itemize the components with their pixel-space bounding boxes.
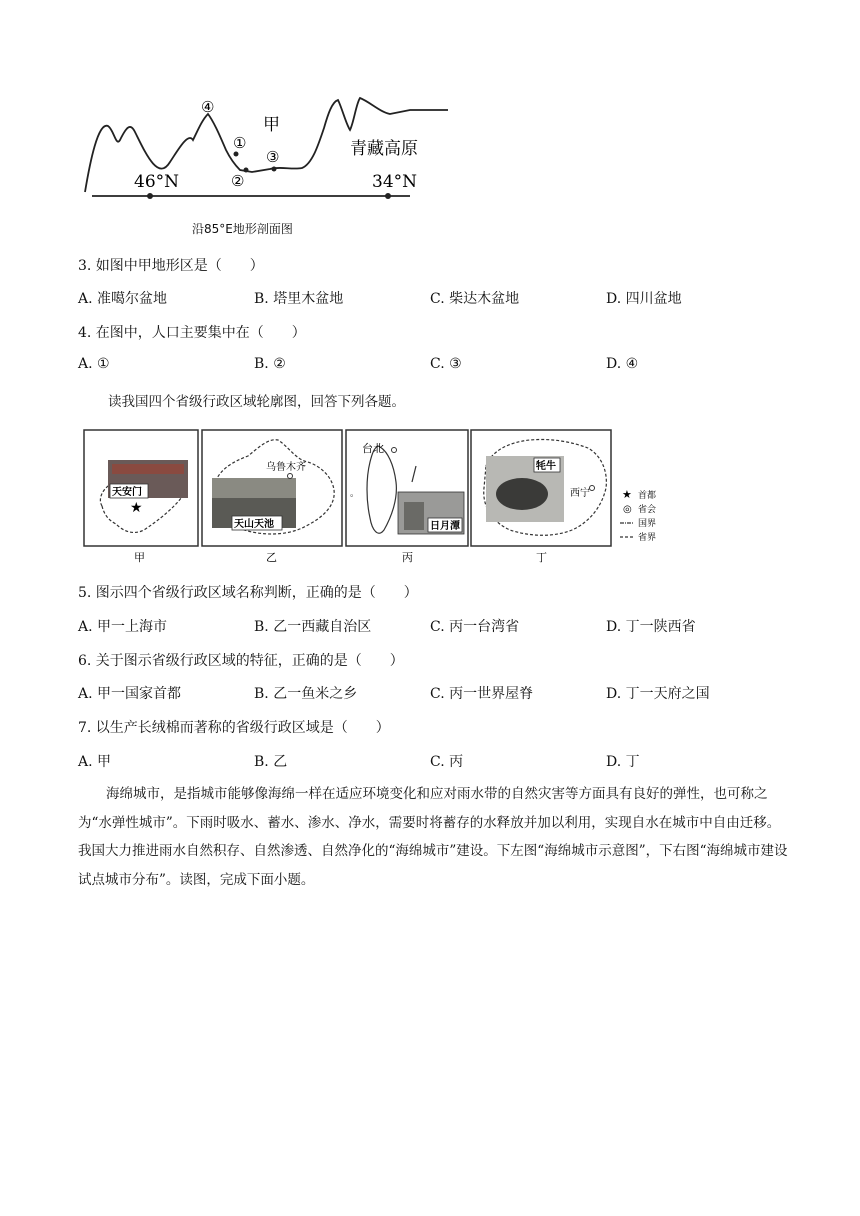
q3-option-a[interactable]: A. 准噶尔盆地 (78, 291, 168, 307)
question-5-stem: 5. 图示四个省级行政区域名称判断，正确的是（ ） (78, 585, 418, 601)
yi-city-label: 乌鲁木齐 (266, 462, 306, 473)
label-plateau: 青藏高原 (350, 139, 418, 159)
lat-left-label: 46°N (134, 172, 180, 192)
q5-option-d[interactable]: D. 丁一陕西省 (606, 619, 696, 635)
q5-option-a[interactable]: A. 甲一上海市 (78, 619, 168, 635)
lat-right-label: 34°N (372, 172, 418, 192)
question-4-stem: 4. 在图中，人口主要集中在（ ） (78, 325, 306, 341)
marker-2: ② (231, 172, 245, 190)
legend-provincial-border: 省界 (638, 533, 657, 543)
jia-capital-star: ★ (130, 500, 143, 516)
marker-1: ① (233, 134, 247, 152)
q6-option-a[interactable]: A. 甲一国家首都 (78, 686, 182, 702)
q5-option-b[interactable]: B. 乙一西藏自治区 (254, 619, 372, 635)
q4-option-a[interactable]: A. ① (78, 356, 110, 372)
q3-option-b[interactable]: B. 塔里木盆地 (254, 291, 344, 307)
q3-option-d[interactable]: D. 四川盆地 (606, 291, 682, 307)
q7-option-b[interactable]: B. 乙 (254, 754, 288, 770)
profile-caption: 沿85°E地形剖面图 (192, 222, 293, 236)
q7-option-a[interactable]: A. 甲 (78, 754, 112, 770)
q4-option-d[interactable]: D. ④ (606, 356, 639, 372)
lat-46-dot (147, 193, 153, 199)
q7-option-c[interactable]: C. 丙 (430, 754, 464, 770)
lat-34-dot (385, 193, 391, 199)
bing-mark-1: 。 (350, 489, 360, 499)
label-jia: 甲 (263, 115, 280, 135)
terrain-profile-figure (80, 92, 460, 212)
q3-option-c[interactable]: C. 柴达木盆地 (430, 291, 520, 307)
legend-national-border: 国界 (638, 519, 657, 529)
jia-photo-label: 天安门 (112, 487, 142, 498)
yi-photo-sky (212, 478, 296, 498)
q5-option-c[interactable]: C. 丙一台湾省 (430, 619, 520, 635)
jia-photo-roof (112, 464, 184, 474)
legend-provincial-capital: 省会 (638, 505, 657, 515)
yi-photo-label: 天山天池 (234, 519, 274, 530)
marker-3: ③ (266, 148, 280, 166)
panel-label-jia: 甲 (134, 551, 145, 564)
bing-city-label: 台北 (362, 442, 384, 455)
intro-provinces: 读我国四个省级行政区域轮廓图，回答下列各题。 (108, 394, 405, 410)
q4-option-b[interactable]: B. ② (254, 356, 286, 372)
question-6-stem: 6. 关于图示省级行政区域的特征，正确的是（ ） (78, 653, 404, 669)
point-1-dot (234, 152, 239, 157)
ding-photo-label: 牦牛 (536, 461, 556, 472)
bing-photo-building (404, 502, 424, 530)
legend-capital-icon: ★ (622, 488, 632, 501)
question-7-stem: 7. 以生产长绒棉而著称的省级行政区域是（ ） (78, 720, 390, 736)
sponge-city-passage: 海绵城市，是指城市能够像海绵一样在适应环境变化和应对雨水带的自然灾害等方面具有良好的弹性，也可称之为“水弹性城市”。下雨时吸水、蓄水、渗水、净水，需要时将蓄存的水释放并加以利用，实现自水在城市中自由迁移。我国大力推进雨水自然积存、自然渗透、自然净化的“海绵城市”建设。下左图“海绵城市示意图”，下右图“海绵城市建设试点城市分布”。读图，完成下面小题。 (78, 786, 788, 888)
question-3-stem: 3. 如图中甲地形区是（ ） (78, 258, 264, 274)
legend-provincial-capital-icon: ◎ (623, 504, 632, 515)
ding-city-label: 西宁 (570, 488, 590, 499)
point-3-dot (272, 167, 277, 172)
q6-option-d[interactable]: D. 丁一天府之国 (606, 686, 710, 702)
marker-4: ④ (201, 98, 215, 116)
provinces-figure (82, 426, 672, 566)
panel-label-yi: 乙 (266, 551, 277, 564)
legend-capital: 首都 (638, 491, 657, 501)
q4-option-c[interactable]: C. ③ (430, 356, 462, 372)
ding-yak-shape (496, 478, 548, 510)
panel-label-ding: 丁 (536, 551, 547, 564)
q6-option-c[interactable]: C. 丙一世界屋脊 (430, 686, 534, 702)
bing-photo-label: 日月潭 (430, 521, 460, 532)
q6-option-b[interactable]: B. 乙一鱼米之乡 (254, 686, 358, 702)
q7-option-d[interactable]: D. 丁 (606, 754, 640, 770)
panel-label-bing: 丙 (402, 551, 413, 564)
